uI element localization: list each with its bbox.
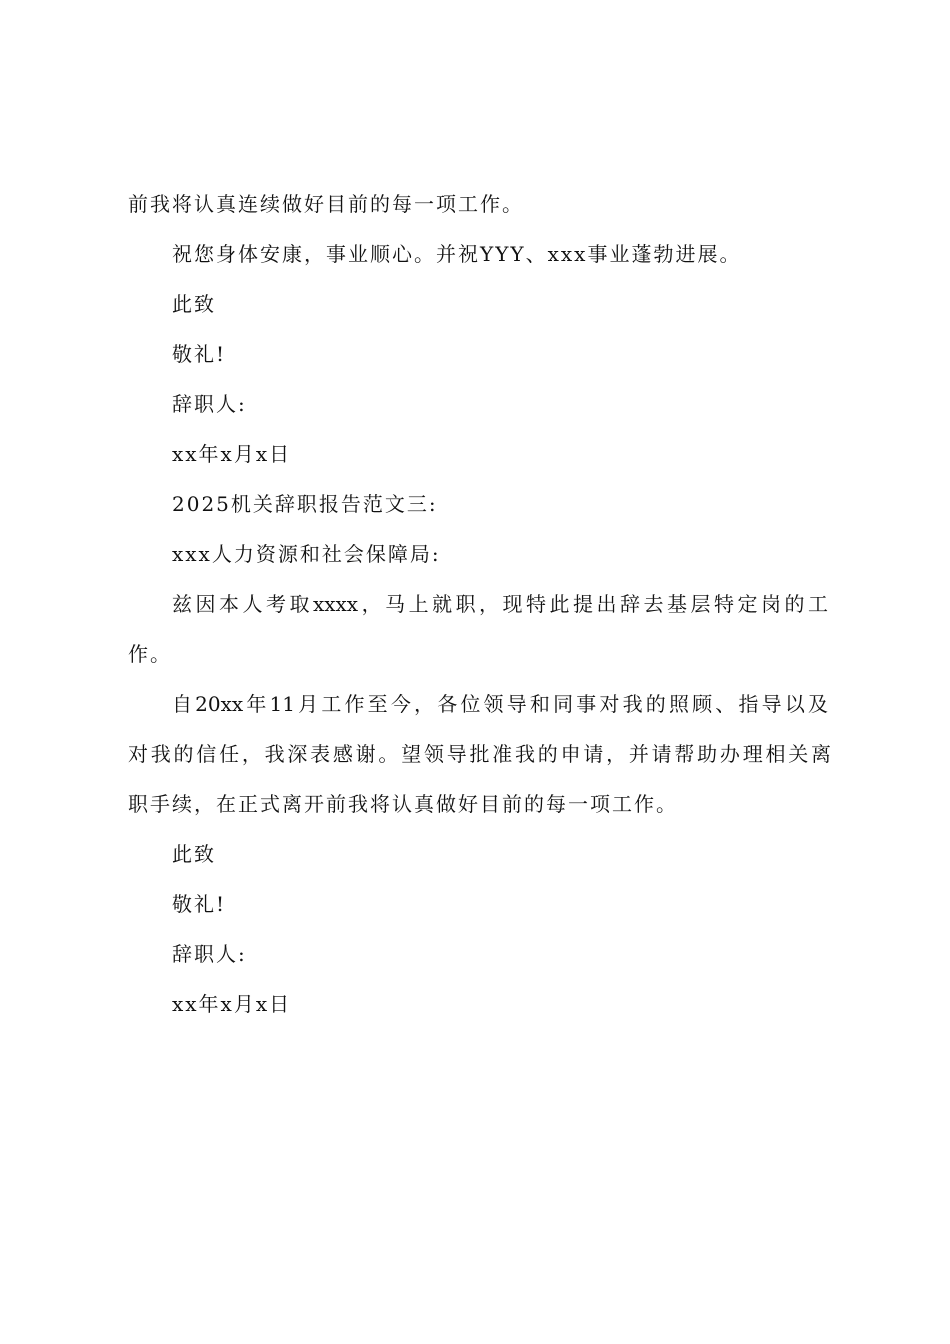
salutation-respect: 敬礼! (172, 892, 227, 916)
salutation-respect: 敬礼! (172, 342, 227, 366)
body-text-line: 作。 (128, 642, 172, 666)
salutation-closing: 此致 (172, 842, 216, 866)
salutation-closing: 此致 (172, 292, 216, 316)
body-text-line: 前我将认真连续做好目前的每一项工作。 (128, 192, 524, 216)
date-line: xx年x月x日 (172, 992, 292, 1016)
closing-wish: 祝您身体安康，事业顺心。并祝YYY、xxx事业蓬勃进展。 (172, 242, 742, 266)
body-text-line: 兹因本人考取xxxx，马上就职，现特此提出辞去基层特定岗的工 (172, 592, 828, 616)
addressee: xxx人力资源和社会保障局: (172, 542, 441, 566)
signature-label: 辞职人: (172, 942, 247, 966)
date-line: xx年x月x日 (172, 442, 292, 466)
body-text-line: 对我的信任，我深表感谢。望领导批准我的申请，并请帮助办理相关离 (128, 742, 831, 766)
body-text-line: 职手续，在正式离开前我将认真做好目前的每一项工作。 (128, 792, 678, 816)
section-heading: 2025机关辞职报告范文三: (172, 492, 438, 516)
body-text-line: 自20xx年11月工作至今，各位领导和同事对我的照顾、指导以及 (172, 692, 828, 716)
signature-label: 辞职人: (172, 392, 247, 416)
